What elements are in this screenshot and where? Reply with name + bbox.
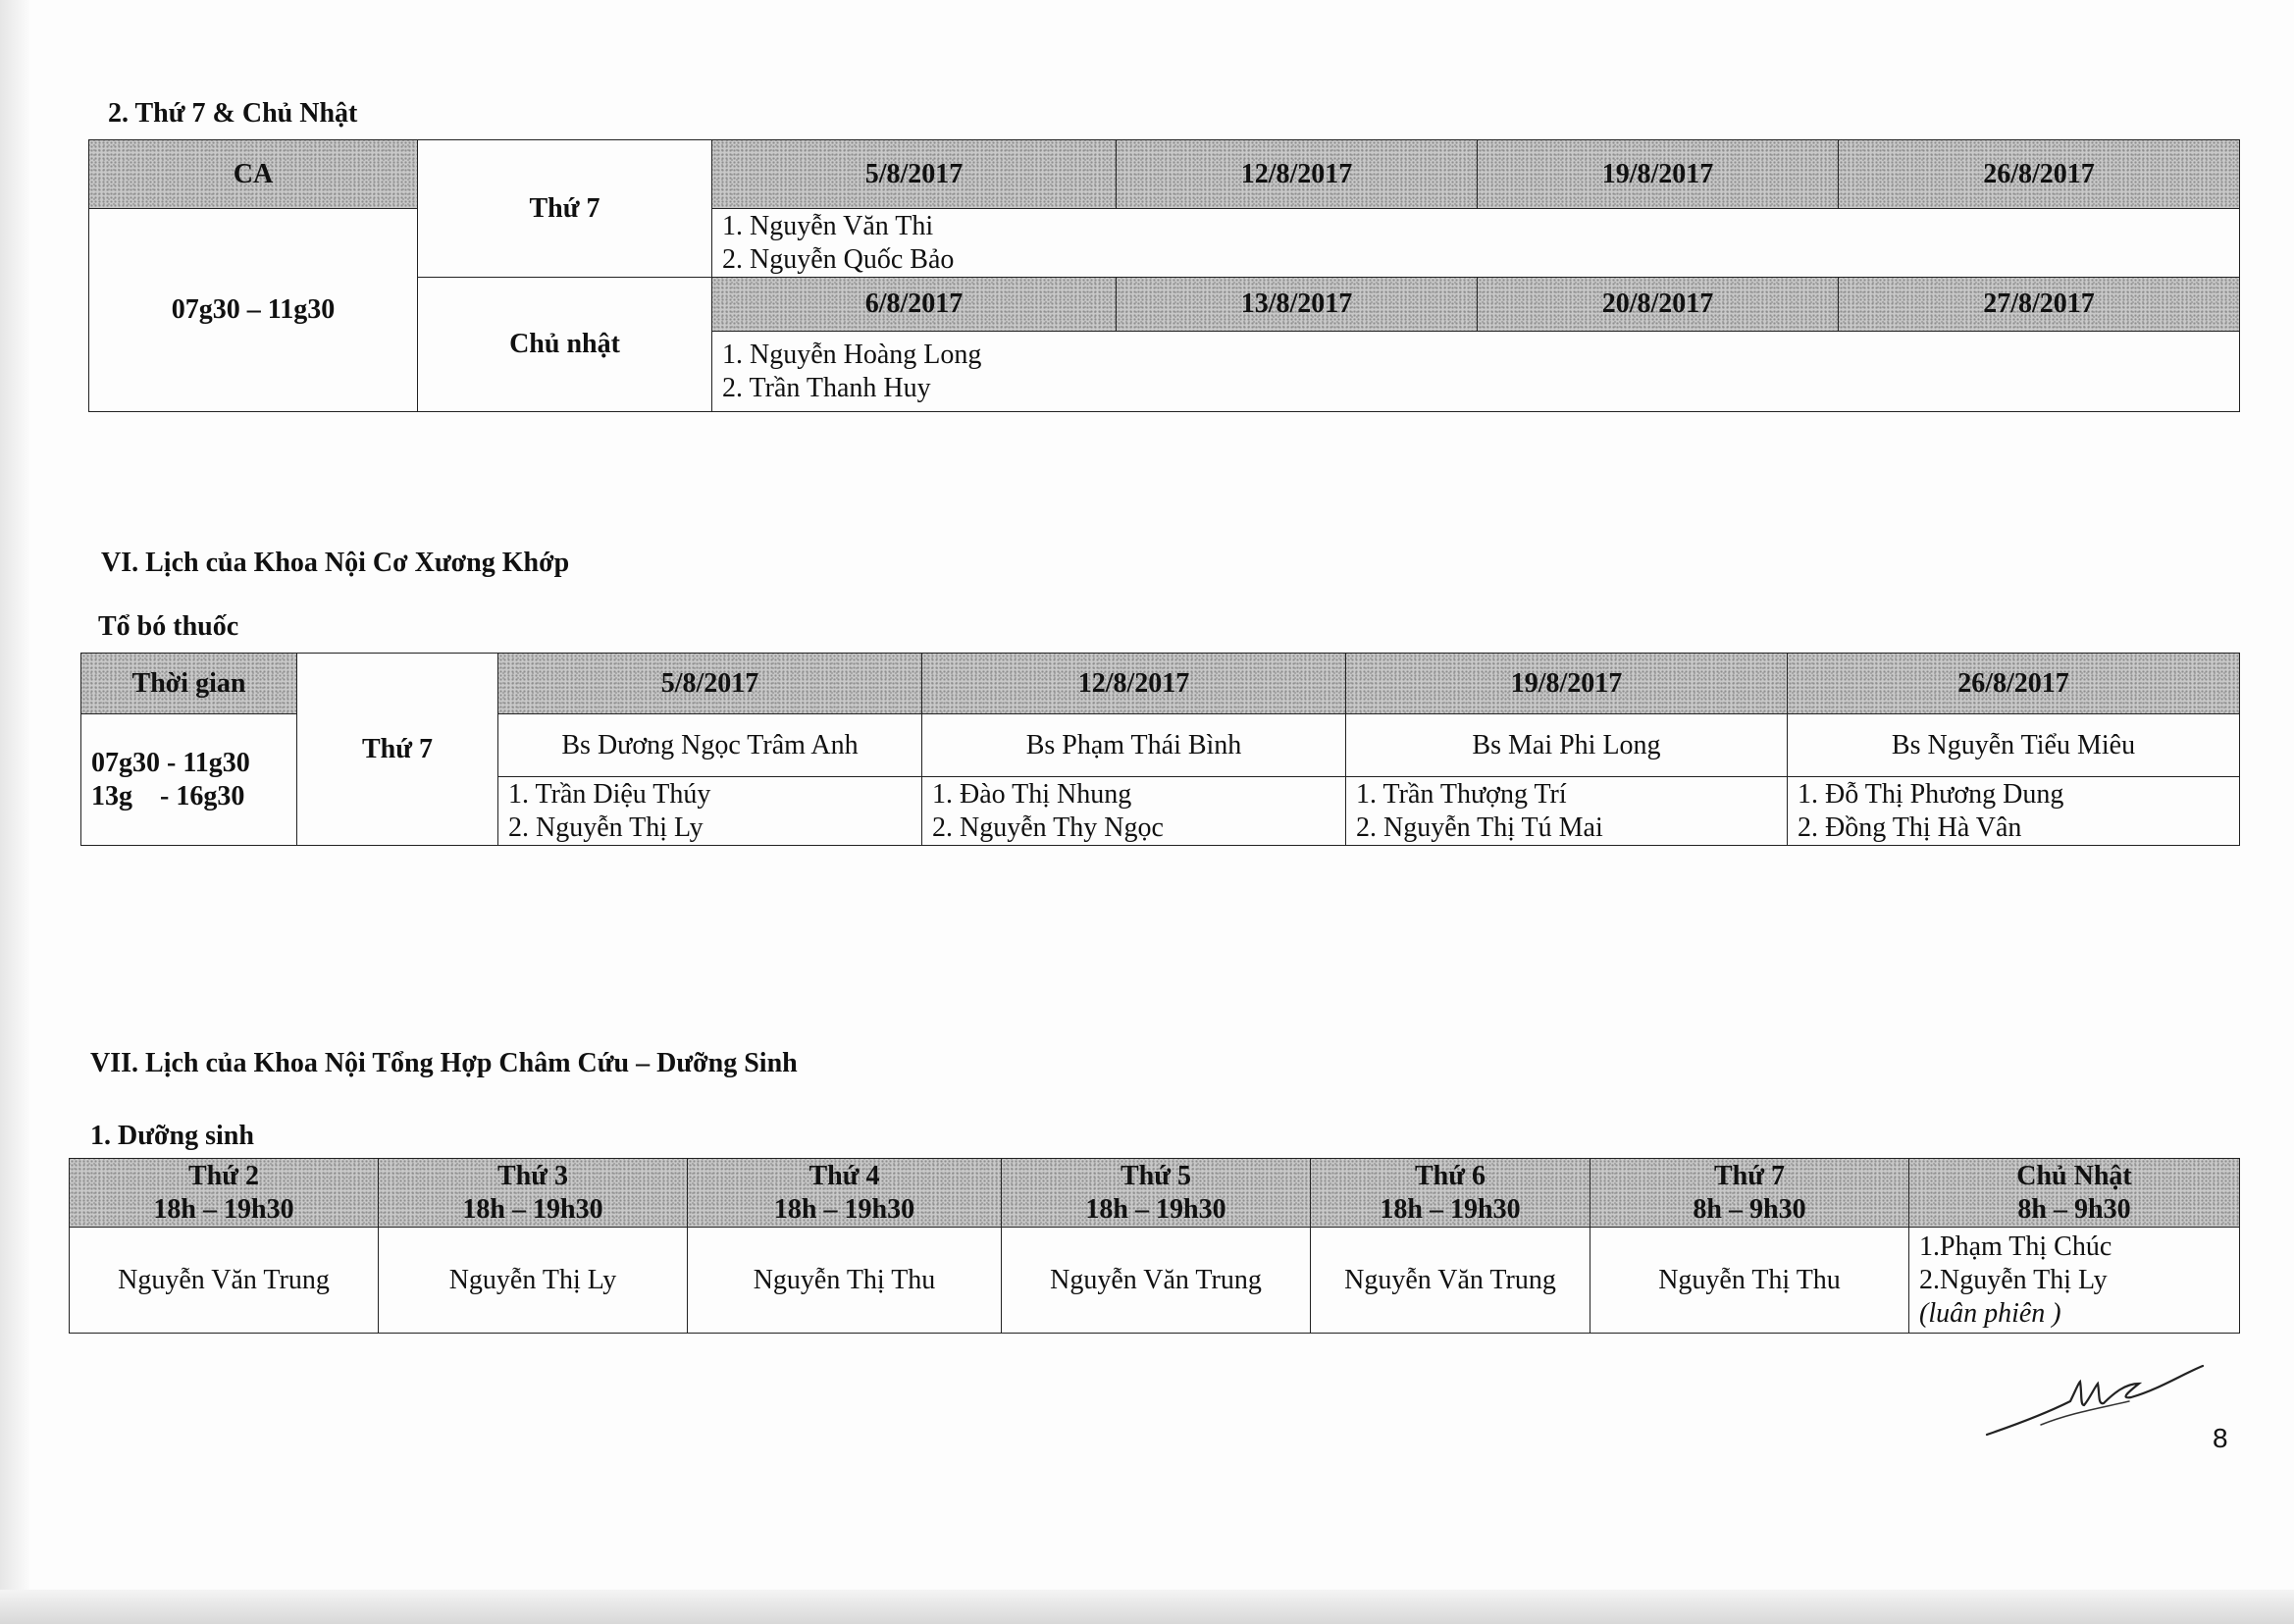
time-range: 13g - 16g30	[91, 780, 245, 812]
date-header: 12/8/2017	[922, 654, 1346, 714]
scan-edge-left	[0, 0, 29, 1624]
doctor-name: Bs Dương Ngọc Trâm Anh	[498, 714, 922, 777]
staff-name: 2. Nguyễn Thị Ly	[508, 812, 704, 843]
section-vi-heading: VI. Lịch của Khoa Nội Cơ Xương Khớp	[101, 548, 570, 578]
staff-name: 2. Nguyễn Quốc Bảo	[722, 243, 955, 275]
saturday-date: 12/8/2017	[1117, 140, 1478, 209]
section-v2-heading: 2. Thứ 7 & Chủ Nhật	[108, 98, 358, 129]
time-header: Thời gian	[81, 654, 297, 714]
section-vii-heading: VII. Lịch của Khoa Nội Tổng Hợp Châm Cứu – Dưỡng Sinh	[90, 1048, 798, 1078]
staff-cell: Nguyễn Thị Thu	[1590, 1228, 1909, 1334]
time-range: 07g30 - 11g30	[91, 747, 250, 778]
page-number: 8	[2213, 1423, 2228, 1453]
sunday-date: 27/8/2017	[1839, 278, 2240, 332]
date-header: 26/8/2017	[1788, 654, 2240, 714]
day-time: 18h – 19h30	[773, 1193, 915, 1225]
date-header: 19/8/2017	[1346, 654, 1788, 714]
day-name: Thứ 7	[1713, 1160, 1786, 1191]
staff-cell: Nguyễn Văn Trung	[1002, 1228, 1311, 1334]
staff-cell: Nguyễn Thị Ly	[379, 1228, 688, 1334]
staff-name: 1. Đào Thị Nhung	[932, 778, 1132, 810]
day-header	[70, 1159, 379, 1228]
staff-name: 1. Đỗ Thị Phương Dung	[1798, 778, 2064, 810]
sunday-date: 20/8/2017	[1478, 278, 1839, 332]
staff-name: 2. Đồng Thị Hà Vân	[1798, 812, 2022, 843]
staff-cell	[1346, 777, 1788, 846]
staff-cell	[1909, 1228, 2240, 1334]
sunday-label: Chủ nhật	[418, 278, 712, 412]
day-time: 18h – 19h30	[1380, 1193, 1521, 1225]
sunday-date: 13/8/2017	[1117, 278, 1478, 332]
staff-cell: Nguyễn Văn Trung	[1311, 1228, 1590, 1334]
day-time: 18h – 19h30	[462, 1193, 603, 1225]
saturday-date: 19/8/2017	[1478, 140, 1839, 209]
saturday-date: 5/8/2017	[712, 140, 1117, 209]
doctor-name: Bs Nguyễn Tiểu Miêu	[1788, 714, 2240, 777]
time-cell	[81, 714, 297, 846]
rotation-note: (luân phiên )	[1919, 1297, 2061, 1329]
staff-name: 2.Nguyễn Thị Ly	[1919, 1264, 2108, 1295]
day-time: 8h – 9h30	[2017, 1193, 2131, 1225]
day-name: Chủ Nhật	[2016, 1160, 2132, 1191]
day-name: Thứ 4	[808, 1160, 880, 1191]
staff-name: 2. Trần Thanh Huy	[722, 372, 931, 403]
staff-name: 2. Nguyễn Thị Tú Mai	[1356, 812, 1603, 843]
weekend-schedule-table	[88, 139, 2240, 412]
saturday-staff	[712, 209, 2240, 278]
staff-name: 2. Nguyễn Thy Ngọc	[932, 812, 1164, 843]
day-header	[1909, 1159, 2240, 1228]
signature-mark	[1982, 1354, 2208, 1442]
ca-header: CA	[89, 140, 418, 209]
day-header	[1590, 1159, 1909, 1228]
duong-sinh-schedule-table	[69, 1158, 2240, 1334]
sunday-date: 6/8/2017	[712, 278, 1117, 332]
day-time: 18h – 19h30	[1085, 1193, 1226, 1225]
day-header	[1002, 1159, 1311, 1228]
staff-cell: Nguyễn Văn Trung	[70, 1228, 379, 1334]
day-name: Thứ 3	[496, 1160, 569, 1191]
saturday-label: Thứ 7	[418, 140, 712, 278]
doctor-name: Bs Mai Phi Long	[1346, 714, 1788, 777]
bo-thuoc-schedule-table	[80, 653, 2240, 846]
day-name: Thứ 2	[187, 1160, 260, 1191]
staff-name: 1. Trần Thượng Trí	[1356, 778, 1567, 810]
day-header	[379, 1159, 688, 1228]
doctor-name: Bs Phạm Thái Bình	[922, 714, 1346, 777]
staff-name: 1. Trần Diệu Thúy	[508, 778, 711, 810]
staff-name: 1.Phạm Thị Chúc	[1919, 1231, 2112, 1262]
day-time: 8h – 9h30	[1693, 1193, 1806, 1225]
staff-cell: Nguyễn Thị Thu	[688, 1228, 1002, 1334]
staff-cell	[498, 777, 922, 846]
day-header	[688, 1159, 1002, 1228]
scan-edge-bottom	[0, 1590, 2294, 1624]
shift-time: 07g30 – 11g30	[89, 209, 418, 412]
day-name: Thứ 5	[1120, 1160, 1192, 1191]
saturday-date: 26/8/2017	[1839, 140, 2240, 209]
day-label: Thứ 7	[297, 654, 498, 846]
day-name: Thứ 6	[1414, 1160, 1486, 1191]
day-header	[1311, 1159, 1590, 1228]
staff-cell	[922, 777, 1346, 846]
day-time: 18h – 19h30	[153, 1193, 294, 1225]
staff-name: 1. Nguyễn Văn Thi	[722, 210, 934, 241]
section-vii-subheading: 1. Dưỡng sinh	[90, 1121, 254, 1151]
staff-cell	[1788, 777, 2240, 846]
sunday-staff	[712, 332, 2240, 412]
staff-name: 1. Nguyễn Hoàng Long	[722, 339, 982, 370]
section-vi-subheading: Tổ bó thuốc	[98, 611, 239, 642]
date-header: 5/8/2017	[498, 654, 922, 714]
